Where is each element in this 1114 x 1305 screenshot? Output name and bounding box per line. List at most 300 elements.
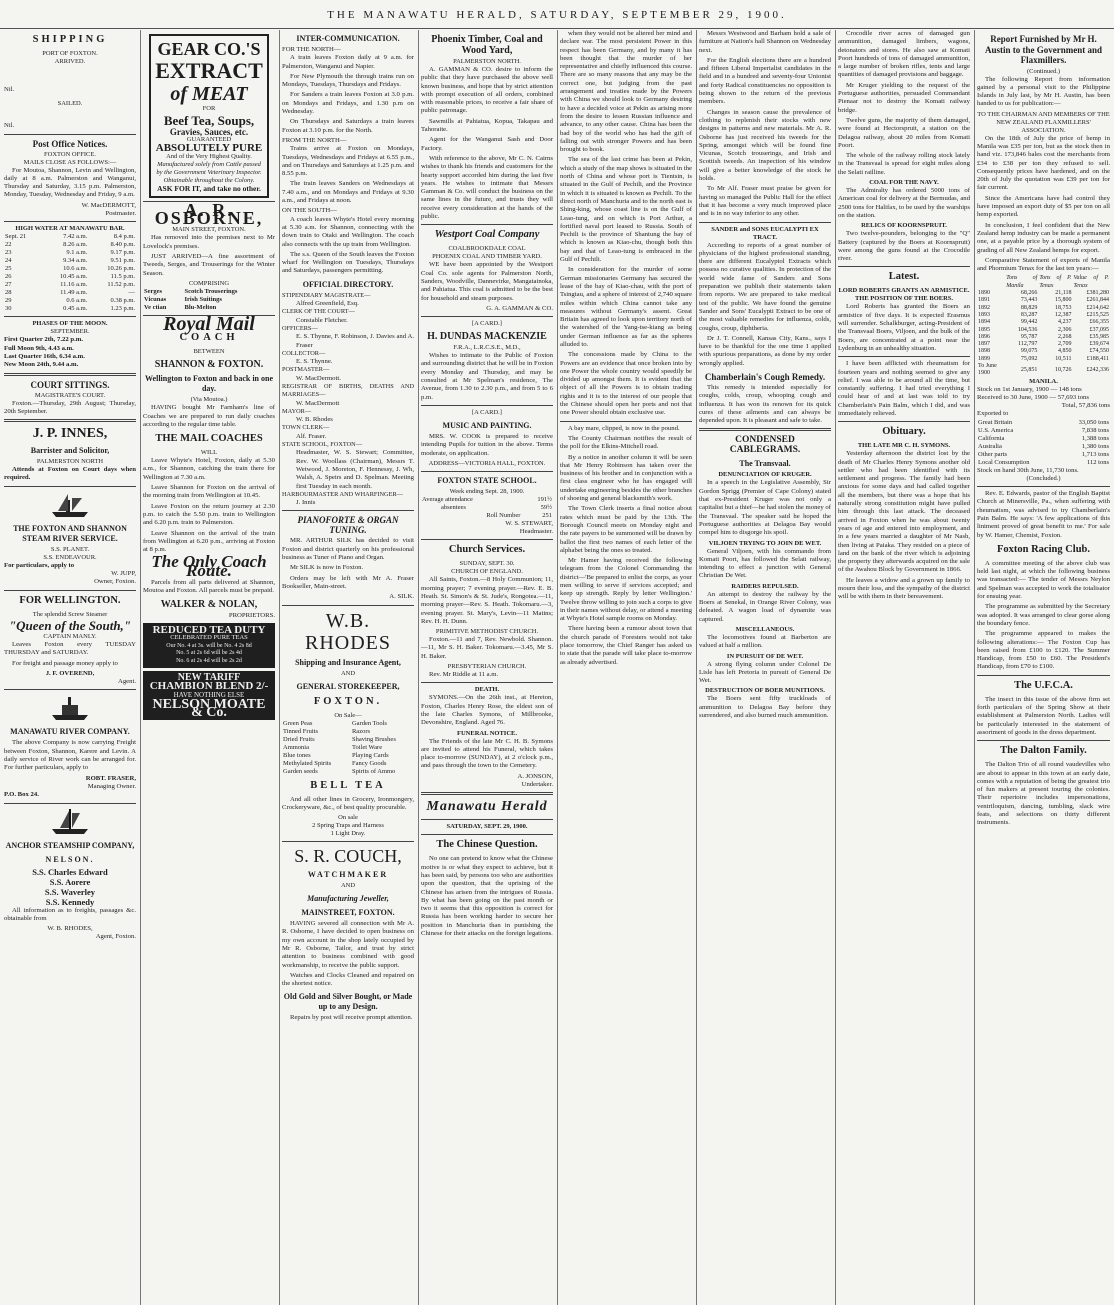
- tea-duty-ad: [143, 623, 275, 668]
- comparative-statement: Comparative Statement of exports of Manila and Phormium Tenax for the last ten years:—: [977, 256, 1110, 273]
- exports-row: [977, 334, 1110, 341]
- viljoen-heading: VILJOEN TRYING TO JOIN DE WET.: [708, 539, 822, 547]
- destination-row-cell: 112 tons: [1087, 458, 1109, 466]
- po-box: P.O. Box 24.: [4, 791, 39, 799]
- obituary-heading: Obituary.: [882, 426, 926, 438]
- concluded-label: (Concluded.): [1026, 475, 1061, 483]
- tea-lines: [146, 643, 272, 666]
- tide-row: [4, 265, 136, 273]
- osborne-sub: MAIN STREET, FOXTON.: [172, 226, 246, 234]
- nelson-moate: NELSON MOATE & Co.: [152, 696, 266, 721]
- pursuit-text: A strong flying column under Colonel De Lisle has left Pretoria in pursuit of General De Wet.: [699, 660, 831, 685]
- anchor-ships-list: [4, 867, 136, 907]
- light-dray: 1 Light Dray.: [330, 830, 366, 838]
- tide-row-cell: 7.42 a.m.: [63, 233, 88, 241]
- moon-phase: New Moon 24th, 9.44 a.m.: [4, 361, 79, 369]
- exports-row-cell: 83,287: [1020, 311, 1038, 318]
- destination-row-cell: Great Britain: [978, 418, 1013, 426]
- exports-row-cell: 1893: [978, 311, 990, 318]
- only-coach-route: The Only Coach Route.: [151, 552, 267, 580]
- directory-name: Constable Fletcher.: [296, 316, 348, 324]
- sale-row-cell: Razors: [351, 727, 371, 735]
- sale-row: [282, 744, 414, 752]
- gear-of-meat: of MEAT: [170, 83, 248, 105]
- sale-row-cell: Toilet Ware: [351, 743, 383, 751]
- misc-text: The locomotives found at Barberton are valued at half a million.: [699, 633, 831, 650]
- exports-row-cell: 1894: [978, 319, 990, 326]
- destruction-text: The Boers sent fifty truckloads of ammunition to Delagoa Bay before they surrendered, and also burned much ammunition.: [699, 695, 831, 719]
- local-county-poll: The County Chairman notifies the result of the poll for the Elkins-Mitchell road.: [560, 434, 692, 451]
- screw-steamer: The splendid Screw Steamer: [32, 610, 108, 618]
- anchor-ship: S.S. Aorere: [49, 876, 91, 887]
- denunciation-heading: DENUNCIATION OF KRUGER.: [718, 471, 812, 479]
- report-heading: Report Furnished by Mr H. Austin to the Government and Flaxmillers.: [984, 34, 1102, 65]
- exports-row-cell: 1890: [978, 290, 990, 297]
- will-label: WILL: [200, 449, 218, 457]
- captain: CAPTAIN MANLY.: [43, 632, 97, 640]
- directory-name: W. MacDermott.: [296, 374, 341, 382]
- herald-date: SATURDAY, SEPT. 29, 1900.: [446, 823, 528, 831]
- pursuit-heading: IN PURSUIT OF DE WET.: [726, 652, 804, 660]
- sale-row-cell: Dried Fruits: [283, 735, 315, 743]
- dalton-heading: The Dalton Family.: [1000, 745, 1087, 757]
- timber-agent: Agent for the Wanganui Sash and Door Factory.: [421, 136, 553, 152]
- tide-row: [4, 305, 136, 313]
- music-text: MRS. W. COOK is prepared to receive intending Pupils for tuition in the above. Terms moderate, on application.: [421, 432, 553, 457]
- court-heading: COURT SITTINGS.: [30, 379, 110, 390]
- export-destinations: [977, 419, 1110, 467]
- overend-title: Agent.: [117, 678, 136, 686]
- report-text-2: Since the Americans have had control they have imposed an export duty of $5 per ton on all hemp exported.: [977, 194, 1110, 219]
- moon-phase: Last Quarter 16th, 6.34 a.m.: [4, 352, 85, 360]
- sale-row-cell: Spirits of Ammo: [351, 767, 396, 775]
- continued-label: (Continued.): [1026, 67, 1061, 75]
- destination-row: [977, 451, 1110, 459]
- local-foresters: There having been a rumour about town that the church parade of Foresters would not take place tomorrow, the Chief Ranger has asked us to state that the parade will take place to-morrow as already advertised.: [560, 625, 692, 666]
- osborne-comprising: COMPRISING: [188, 279, 230, 287]
- tide-row-cell: —: [128, 289, 135, 297]
- innes-name: J. P. INNES,: [32, 426, 108, 442]
- new-plymouth: For New Plymouth the through trains run on Mondays, Tuesdays, Thursdays and Fridays.: [282, 72, 414, 89]
- nothing-else: HAVE NOTHING ELSE: [173, 690, 245, 699]
- denunciation-text: In a speech in the Legislative Assembly, Sir Gordon Sprigg (Premier of Cape Colony) stated that ex-President Kruger was not only a capitalist but a thief—he had stolen the money of the Transvaal. The speaker said he hoped the Portuguese authorities at Delagoa Bay would compel him to disgorge his spoil.: [699, 479, 831, 537]
- queen-of-the-south: "Queen of the South,": [8, 617, 132, 633]
- leave-whyte: Leave Whyte's Hotel, Foxton, daily at 5.30 a.m., for Shannon, catching the train there for Wellington at 7.30 a.m.: [143, 457, 275, 481]
- south-text: A coach leaves Whyte's Hotel every morning at 5.30 a.m. for Shannon, connecting with the down train to Otaki and Wellington. The coach also connects with the up train from Wellington.: [282, 215, 414, 248]
- exports-row-cell: 1898: [978, 348, 990, 355]
- couch-text: HAVING severed all connection with Mr A. R. Osborne, I have decided to open business on my own account in the shop lately occupied by Mr R. Osborne, Tailor, and trust by strict attention to business combined with good workmanship, to receive the public support.: [282, 920, 414, 969]
- exports-row-cell: 112,797: [1018, 341, 1038, 348]
- tide-row-cell: 8.40 p.m.: [110, 241, 135, 249]
- gear-for: FOR: [202, 105, 216, 112]
- exports-row-cell: 18,753: [1055, 304, 1072, 311]
- from-north: FROM THE NORTH—: [282, 136, 347, 144]
- viljoen-text: General Viljoen, with his commando from Komati Poort, has followed the Selati railway, intending to effect a junction with General Christian De Wet.: [699, 547, 831, 580]
- piano-heading: PIANOFORTE & ORGAN TUNING.: [297, 515, 399, 536]
- exports-row-cell: 25,851: [1020, 366, 1038, 373]
- mackenzie-name: H. DUNDAS MACKENZIE: [427, 331, 547, 343]
- exports-row-cell: £215,525: [1086, 311, 1109, 318]
- exports-row-cell: 1892: [978, 304, 990, 311]
- tide-row-cell: 8.26 a.m.: [63, 241, 88, 249]
- symons-text: Yesterday afternoon the district lost by the death of Mr Charles Henry Symons another old settler who had been identified with its settlement and progress. The family had been anxious for some days and had called together all the members, but there was a hope that his naturally strong constitution might have pulled him through this last attack. The deceased arrived in Foxton when he was about twenty years of age and entered into employment, and in a few years married a daughter of Mr Nash, then living at Paiaka. They resided on a piece of land on the bank of the river which is adjoining the property they afterwards acquired on the sale of the Awahou Block by Government in 1866.: [838, 450, 970, 574]
- sale-row: [282, 720, 414, 728]
- presbyterian-heading: PRESBYTERIAN CHURCH.: [447, 663, 527, 671]
- cable-crocodile: Crocodile river acres of damaged gun ammunition, damaged limbers, wagons, detonators and stores. He also saw at Komati Poort hundreds of tons of damaged ammunition, a large number of broken rifles, tents and large quantities of damaged provisions and baggage.: [838, 30, 970, 79]
- exports-row-cell: £381,280: [1086, 290, 1109, 297]
- river-steamer-icon: [50, 693, 90, 723]
- tide-row-cell: 0.45 a.m.: [63, 305, 88, 313]
- court-text: Foxton.—Thursday, 29th August; Thursday, 20th September.: [4, 399, 136, 415]
- jeweller: Manufacturing Jeweller,: [307, 894, 389, 904]
- report-intro: The following Report from information gained by a personal visit to the Philippine Islands in July last, by Mr H. Austin, has been handed to us for publication:—: [977, 75, 1110, 108]
- exports-row-cell: £74,550: [1089, 348, 1109, 355]
- foxton-label: FOXTON.: [313, 695, 383, 707]
- on-sale: On Sale—: [334, 711, 362, 719]
- sale-row-cell: Ammonia: [283, 743, 309, 751]
- timber-sawmills: Sawmills at Pahiatua, Kopua, Takapau and Tahoraite.: [421, 117, 553, 134]
- tea-line: No. 5 at 2s 6d will be 2s 4d: [176, 650, 242, 656]
- tide-row: [4, 281, 136, 289]
- anchor-ship: S.S. Charles Edward: [32, 866, 108, 877]
- wb-sub: Shipping and Insurance Agent,: [295, 657, 401, 667]
- chinese-cont-4: The concessions made by China to the Powers are an evidence that once broken into by one Power the whole country would speedily be divided up amongst them. It is evident that the object of all the Powers is to obtain trading rights and it is to the interest of our people that the Chinese should open her ports and not that one Power should obtain exclusive use.: [560, 351, 692, 417]
- coach-heading: COACH: [179, 332, 239, 344]
- exports-row-cell: 2,709: [1058, 341, 1072, 348]
- repairs-text: Repairs by post will receive prompt attention.: [290, 1014, 413, 1022]
- jupp-name: W. JUPP,: [111, 570, 136, 578]
- avg-attendance-label: Average attendance: [422, 495, 473, 503]
- phoenix-coal: PHOENIX COAL AND TIMBER YARD.: [432, 253, 542, 261]
- for-north: FOR THE NORTH—: [282, 46, 341, 53]
- roberts-text: Lord Roberts has granted the Boers an armistice of five days. It is expected Erasmus will surrender. Schalkburger, acting-President of the Transvaal Boers, Viljoen, and the bulk of the Boers, are concentrated at a point near the Lydenburg in an unhealthy situation.: [838, 303, 970, 352]
- tide-row-cell: 11.49 a.m.: [60, 289, 88, 297]
- bell-tea: BELL TEA: [310, 779, 386, 791]
- tide-row-cell: 9.34 a.m.: [63, 257, 88, 265]
- ship-endeavour: S.S. ENDEAVOUR.: [43, 553, 97, 561]
- river-service-heading: THE FOXTON AND SHANNON STEAM RIVER SERVICE.: [13, 523, 127, 543]
- roberts-heading: LORD ROBERTS GRANTS AN ARMISTICE.: [838, 287, 970, 295]
- exports-row-cell: 1899: [978, 355, 990, 362]
- anchor-company-heading: ANCHOR STEAMSHIP COMPANY,: [5, 840, 135, 850]
- new-tariff-ad: [143, 671, 275, 720]
- gamman-sign: G. A. GAMMAN & CO.: [486, 304, 553, 312]
- symons-text-2: He leaves a widow and a grown up family to mourn their loss, and the sympathy of the district will be with them in their bereavement.: [838, 576, 970, 601]
- directory-name: J. Innis: [296, 499, 316, 507]
- walker-title: PROPRIETORS.: [228, 611, 275, 619]
- directory-title: HARBOURMASTER AND WHARFINGER—: [282, 490, 403, 498]
- sale-row-cell: Garden Tools: [351, 719, 387, 727]
- directory-title: MAYOR—: [282, 407, 312, 415]
- from-north-text: Trains arrive at Foxton on Mondays, Tuesdays, Wednesdays and Fridays at 6.55 p.m., and on Thursdays and Saturdays at 1.25 p.m. and 8.55 p.m.: [282, 145, 414, 178]
- osborne-item-row-cell: Blu-Melton: [184, 303, 217, 311]
- osborne-item-row-cell: Ve ctian: [144, 303, 167, 311]
- timber-heading: Phoenix Timber, Coal and Wood Yard,: [431, 34, 543, 56]
- exports-header-cell: Tons of Manila: [1006, 275, 1038, 289]
- tide-row-cell: 0.38 p.m.: [110, 297, 135, 305]
- exports-row-cell: £37,095: [1089, 326, 1109, 333]
- directory-name: W. B. Rhodes: [296, 416, 333, 424]
- celebrated-teas: CELEBRATED PURE TEAS: [170, 634, 248, 642]
- wb-rhodes-heading: W.B. RHODES: [304, 609, 391, 654]
- between-label: BETWEEN: [193, 348, 225, 356]
- tea-line: No. 6 at 2s 4d will be 2s 2d: [176, 657, 242, 664]
- directory-title: OFFICERS—: [282, 324, 318, 332]
- exports-header-row: [977, 275, 1110, 290]
- cablegrams-heading: CONDENSED CABLEGRAMS.: [729, 435, 801, 456]
- cable-kruger: Mr Kruger yielding to the request of the Portuguese authorities, persuaded Commandant Pienaar not to destroy the Komati railway bridge.: [838, 81, 970, 114]
- piano-orders: Orders may be left with Mr A. Fraser Bookseller, Main-street.: [282, 574, 414, 590]
- royal-mail-heading: Royal Mail: [163, 312, 255, 335]
- destination-row-cell: U.S. America: [978, 426, 1014, 434]
- old-gold: Old Gold and Silver Bought, or Made up to any Design.: [283, 992, 413, 1012]
- exports-header-cell: [977, 275, 1005, 290]
- innes-place: PALMERSTON NORTH: [36, 458, 104, 466]
- destruction-heading: DESTRUCTION OF BOER MUNITIONS.: [705, 687, 825, 695]
- destination-row: [977, 427, 1110, 435]
- gear-guaranteed: GUARANTEED: [186, 136, 232, 144]
- timber-ref: With reference to the above, Mr C. N. Cairns wishes to thank his friends and customers for the hearty support accorded him during the last five years. He wishes to intimate that Messrs Gamman & Co. will conduct the business on the same lines in the future, and trusts they will receive every consideration at the hands of the public.: [421, 154, 553, 221]
- walker-nolan: WALKER & NOLAN,: [160, 598, 258, 610]
- exports-row-cell: £214,642: [1086, 304, 1109, 311]
- directory-name: E. S. Thynne.: [296, 358, 333, 366]
- masthead: THE MANAWATU HERALD, SATURDAY, SEPTEMBER 29, 1900.: [0, 0, 1114, 29]
- post-office-heading: Post Office Notices.: [32, 138, 108, 149]
- exports-row-cell: 1895: [978, 326, 990, 333]
- gear-brand: GEAR CO.'S: [157, 39, 261, 59]
- exports-row-cell: 73,443: [1020, 297, 1038, 304]
- gear-quality: And of the Very Highest Quality.: [166, 152, 252, 160]
- exports-row-cell: 1896: [978, 333, 990, 340]
- tide-row-cell: Sept. 21: [5, 233, 27, 241]
- chamberlain-heading: Chamberlain's Cough Remedy.: [704, 371, 826, 382]
- mainstreet: MAINSTREET, FOXTON.: [301, 908, 395, 918]
- coal-text: WE have been appointed by the Westport Coal Co. sole agents for Palmerston North, Sanders, Woodville, Dannevirke, Mangatainoka, and Pahiatua. This coal is admitted to be the best for household and steam purposes.: [421, 261, 553, 302]
- destination-row-cell: Other parts: [978, 450, 1008, 458]
- tide-row-cell: 11.16 a.m.: [60, 281, 88, 289]
- tide-row: [4, 297, 136, 305]
- mails-text: For Moutoa, Shannon, Levin and Wellington, daily at 8 a.m. Palmerston and Wanganui, Thursday and Saturday, 3.15 p.m. Palmerston, Monday, Tuesday, Wednesday and Friday, 9 a.m.: [4, 166, 136, 199]
- timber-text: A. GAMMAN & CO. desire to inform the public that they have purchased the above well known business, and hope that by strict attention with prompt execution of all orders, combined with reasonable prices, to receive a fair share of public patronage.: [421, 66, 553, 115]
- port-label: PORT OF FOXTON.: [42, 50, 98, 57]
- thursdays-train: On Thursdays and Saturdays a train leaves Foxton at 3.10 p.m. for the North.: [282, 118, 414, 134]
- sale-row: [282, 736, 414, 744]
- wellington-heading: FOR WELLINGTON.: [19, 594, 121, 606]
- sale-row-cell: Shaving Brushes: [351, 735, 396, 743]
- racing-text: A committee meeting of the above club was held last night, at which the following business was transacted:— The tender of Messrs Neylon and Spelman was accepted to work the totalisator for ensuing year.: [977, 559, 1110, 601]
- coach-having: HAVING bought Mr Farnham's line of Coaches we are prepared to run daily coaches according to the regular time table.: [143, 404, 275, 428]
- destination-row-cell: 1,380 tons: [1081, 442, 1109, 450]
- death-text: SYMONS.—On the 26th inst., at Hereton, Foxton, Charles Henry Rose, the eldest son of the late Charles Symons, of Millbrooke, Devonshire, England. Aged 76.: [421, 694, 553, 727]
- chamberlain-text: This remedy is intended especially for coughs, colds, croup, whooping cough and influenza. It has won its renown for its quick cures of these ailments and can always be depended upon. It is pleasant and safe to take.: [699, 383, 831, 425]
- racing-text-2: The programme as submitted by the Secretary was adopted. It was arranged to clear gorse along the boundary fence.: [977, 603, 1110, 627]
- tide-row-cell: 27: [5, 281, 12, 289]
- exports-row-cell: £39,674: [1089, 341, 1109, 348]
- tide-row-cell: 24: [5, 257, 12, 265]
- osborne-item-row-cell: Serges: [144, 287, 163, 295]
- tea-line: Our No. 4 at 3s. will be No. 4 2s 8d: [166, 642, 252, 649]
- exports-row-cell: 10,511: [1055, 355, 1072, 362]
- stewart-name: W. S. STEWART,: [505, 519, 553, 527]
- river-particulars: For particulars, apply to: [4, 561, 75, 569]
- osborne-item-row: [143, 296, 275, 304]
- tide-row-cell: 8.4 p.m.: [113, 233, 135, 241]
- sanders-heading: SANDER and SONS EUCALYPTI EX TRACT.: [711, 225, 819, 241]
- destination-row: [977, 459, 1110, 467]
- exports-row-cell: 2,306: [1058, 326, 1072, 333]
- wellington-foxton: Wellington to Foxton and back in one day.: [144, 374, 274, 394]
- rhodes-agent-name: W. B. RHODES,: [47, 925, 93, 933]
- local-hamer: Mr Hamer having received the following telegram from the Colonel Commanding the district—'Be prepared to enlist the corps, as your men willing to serve if services accepted; and keep up strength. Reply by letter Wellington.' Twelve throw willing to join such a corps to give in their names without delay, or attend a meeting at Whyte's Hotel sample rooms on Monday.: [560, 557, 692, 623]
- arrived-label: ARRIVED.: [54, 58, 86, 65]
- sanders-text: According to reports of a great number of physicians of the highest professional standing, there are different Eucalyptol Extracts which possess no curative qualities. In protection of the world wide fame of Sanders and Sons preparation we publish their statements taken from reports. We are prepared to take medical test of the public. We have found the genuine Sander and Sons' Eucalypti Extract to be one of the most valuable remedies for influenza, colds, coughs, croup, diphtheria.: [699, 241, 831, 332]
- high-water-heading: HIGH WATER AT MANAWATU BAR.: [15, 225, 125, 233]
- directory-title: STIPENDIARY MAGISTRATE—: [282, 291, 371, 299]
- relics-heading: RELICS OF KOORNSPRUIT.: [861, 222, 947, 230]
- exports-row-cell: 95,787: [1020, 333, 1038, 340]
- silk-in-town: Mr SILK is now in Foxton.: [290, 564, 364, 572]
- leave-shannon-2: Leave Shannon on the arrival of the train from Wellington at 6.20 p.m., arriving at Foxton at 8 p.m.: [143, 529, 275, 554]
- latest-heading: Latest.: [888, 271, 920, 283]
- destination-row-cell: Local Consumption: [978, 458, 1030, 466]
- herald-nameplate: Manawatu Herald: [426, 799, 548, 815]
- moon-phases-list: [4, 336, 136, 369]
- osborne-arrived: JUST ARRIVED—A fine assortment of Tweeds, Serges, and Trouserings for the Winter Season.: [143, 253, 275, 277]
- court-sub: MAGISTRATE'S COURT.: [34, 391, 106, 399]
- sale-row: [282, 768, 414, 776]
- school-heading: FOXTON STATE SCHOOL.: [437, 475, 537, 485]
- column-1: [4, 30, 136, 1305]
- directory-title: POSTMASTER—: [282, 366, 330, 374]
- via-moutoa: (Via Moutoa.): [190, 396, 228, 404]
- mail-coaches-heading: THE MAIL COACHES: [155, 433, 263, 445]
- exports-row-cell: 1891: [978, 297, 990, 304]
- raiders-text: An attempt to destroy the railway by the Boers at Senekal, in Orange River Colony, was defeated. A wagon load of dynamite was captured.: [699, 590, 831, 623]
- edwards-text: Rev. E. Edwards, pastor of the English Baptist Church at Minersville, Pa., when suffering with rheumatism, was advised to try Chamberlain's Pain Balm. He says: 'A few applications of this liniment proved of great benefit to me.' For sale by W. Hamer, Chemist, Foxton.: [977, 490, 1110, 539]
- sale-row: [282, 728, 414, 736]
- destination-row-cell: 1,713 tons: [1081, 450, 1109, 458]
- parcels-text: Parcels from all parts delivered at Shannon, Moutoa and Foxton. All parcels must be prepaid.: [143, 579, 275, 595]
- destination-row: [977, 419, 1110, 427]
- tide-row: [4, 289, 136, 297]
- methodist-heading: PRIMITIVE METHODIST CHURCH.: [435, 628, 539, 636]
- osborne-item-row-cell: Vicunas: [144, 295, 167, 303]
- spring-traps: 2 Spring Traps and Harness: [312, 822, 384, 830]
- sale-items: [282, 720, 414, 776]
- exported-label: Exported to: [977, 410, 1009, 418]
- exports-row: [977, 327, 1110, 334]
- column-rule: [557, 30, 558, 1305]
- destination-row-cell: 7,838 tons: [1081, 426, 1109, 434]
- exports-row-cell: 10,726: [1055, 366, 1072, 373]
- destination-row-cell: Australia: [978, 442, 1002, 450]
- exports-row-cell: 4,237: [1058, 319, 1072, 326]
- jonson-name: A. JONSON,: [517, 772, 553, 780]
- leaves-schedule: Leaves Foxton every TUESDAY THURSDAY and SATURDAY.: [4, 640, 136, 657]
- gear-gravies: Gravies, Sauces, etc.: [169, 127, 249, 137]
- tide-row-cell: 10.6 a.m.: [63, 265, 88, 273]
- tide-row-cell: 30: [5, 305, 12, 313]
- gear-text: Manufactured solely from Cattle passed by the Government Veterinary Inspector. Obtainable throughout the Colony.: [156, 160, 262, 184]
- osborne-heading: A. R. OSBORNE,: [154, 199, 264, 229]
- tide-row: [4, 241, 136, 249]
- official-directory: [282, 292, 414, 508]
- ufca-text: The insect in this issue of the above firm set forth particulars of the Spring Show at their establishment at Palmerston North. Ladies will be particularly interested in the statement of assortment of goods in the dress department.: [977, 695, 1110, 736]
- coal-sub: COALBROOKDALE COAL: [448, 245, 526, 253]
- reduced-tea-duty: REDUCED TEA DUTY: [152, 623, 266, 636]
- jupp-title: Owner, Foxton.: [94, 578, 136, 586]
- exports-row: [977, 356, 1110, 363]
- exports-row-cell: 2,268: [1058, 333, 1072, 340]
- sale-row-cell: Green Peas: [283, 719, 313, 727]
- osborne-items: [143, 288, 275, 312]
- relics-text: Two twelve-pounders, belonging to the "Q" Battery (captured by the Boers at Koornspruit) were among the guns found at the Crocodile river.: [838, 230, 970, 263]
- moon-phase: Full Moon 9th, 4.43 a.m.: [4, 344, 74, 352]
- and-label: AND: [340, 669, 356, 677]
- directory-name: W. MacDermott: [296, 399, 340, 407]
- sale-row-cell: Fancy Goods: [351, 759, 387, 767]
- column-8: [977, 30, 1110, 1305]
- sanders-train: For Sanders a train leaves Foxton at 3.0 p.m. on Mondays and Fridays, and 1.30 p.m on Wednesday.: [282, 91, 414, 116]
- gear-ask: ASK FOR IT, and take no other.: [157, 183, 261, 193]
- leave-foxton: Leave Foxton on the return journey at 2.30 p.m. to catch the 5.50 p.m. train to Wellington and 6.20 p.m. train to Palmerston.: [143, 502, 275, 527]
- music-heading: MUSIC AND PAINTING.: [442, 420, 532, 430]
- innes-text: Attends at Foxton on Court days when required.: [4, 466, 136, 482]
- exports-row-cell: £66,355: [1089, 319, 1109, 326]
- postmaster-title: Postmaster.: [105, 210, 136, 218]
- steamer-icon: [50, 490, 90, 520]
- exports-row-cell: 68,266: [1020, 290, 1038, 297]
- osborne-item-row: [143, 304, 275, 312]
- chinese-text: No one can pretend to know what the Chinese motive is or what they expect to achieve, but it has been said, by persons too who are authorities upon the question, that the uprising of the Chinese has arisen from the intrigues of Russia. By what has been going on the past month or two it seems that this opposition is correct for Russia has been working harder to secure her position in Manchuria than in punishing the Chinese for their attacks on the foreign legations.: [421, 855, 553, 937]
- jonson-title: Undertaker.: [521, 781, 553, 789]
- exports-row: [977, 363, 1110, 378]
- tide-table: [4, 233, 136, 313]
- tide-row-cell: 29: [5, 297, 12, 305]
- post-office-sub: FOXTON OFFICE.: [44, 150, 96, 158]
- on-south: ON THE SOUTH—: [282, 207, 337, 215]
- north-text: A train leaves Foxton daily at 9 a.m. for Palmerston, Wanganui and Napier.: [282, 54, 414, 70]
- local-robinson: By a notice in another column it will be seen that Mr Henry Robinson has taken over the business of his brother and in conjunction with a first class engineer who he has engaged will undertake engineering besides the other branches of shoeing and general blacksmith's work.: [560, 453, 692, 503]
- gear-extract: EXTRACT: [155, 58, 263, 83]
- innes-title: Barrister and Solicitor,: [30, 446, 110, 456]
- bell-text: And all other lines in Grocery, Ironmongery, Crockeryware, &c., of best quality procurable.: [282, 795, 414, 811]
- exports-row-cell: 99,075: [1020, 348, 1038, 355]
- school-week: Week ending Sept. 28, 1900.: [449, 487, 525, 495]
- music-address: ADDRESS—VICTORIA HALL, FOXTON.: [428, 459, 546, 467]
- leave-shannon: Leave Shannon for Foxton on the arrival of the morning train from Wellington at 10.45.: [143, 484, 275, 500]
- tide-row-cell: 22: [5, 241, 12, 249]
- moon-phases-heading: PHASES OF THE MOON.: [32, 320, 108, 328]
- racing-programme: The programme appeared to makes the following alterations:— The Foxton Cup has been raised from £100 to £120. The Summer Handicap, from £50 to £60. The President's Handicap, from £70 to £100.: [977, 630, 1110, 671]
- on-sale-2: On sale: [338, 814, 358, 822]
- directory-title: STATE SCHOOL, FOXTON—: [282, 441, 363, 449]
- methodist-text: Foxton.—11 and 7, Rev. Newbold. Shannon.—11, Mr S. H. Baker. Tokomaru.—3.45, Mr S. H. Baker.: [421, 636, 553, 660]
- exports-row-cell: £242,336: [1086, 366, 1109, 373]
- transvaal-heading: The Transvaal.: [739, 459, 791, 469]
- column-6: [699, 30, 831, 1305]
- westport-heading: Westport Coal Company: [434, 229, 540, 241]
- chinese-cont-2: The sea of the last crime has been at Pekin, which a study of the map shows is situated in the north of China and whose port is Tientsin, is situated in the Gulf of Pechili, and the Province in which it is situated is known as Pechili. To the direct north of Manchuria and to the north east is Shing-king, whose coast line is on the Gulf of Leao-tung, and on which is Port Arthur, a fortified naval port leased to Russia. South of Pechili is the province of Shantung the bay of which is known as Kiao-chu, though both this bay and that of Leao-tung is embraced in the Gulf of Pechili.: [560, 156, 692, 264]
- column-5: [560, 30, 692, 1305]
- couch-heading: S. R. COUCH,: [294, 846, 402, 867]
- arrived-nil: Nil.: [4, 86, 15, 93]
- avg-attendance-value: 191½: [537, 495, 552, 503]
- card-label: [A CARD.]: [472, 320, 502, 328]
- destination-row-cell: California: [978, 434, 1005, 442]
- new-tariff: NEW TARIFF: [177, 672, 241, 683]
- stock-january: Stock on 1st January, 1900 — 148 tons: [977, 385, 1082, 393]
